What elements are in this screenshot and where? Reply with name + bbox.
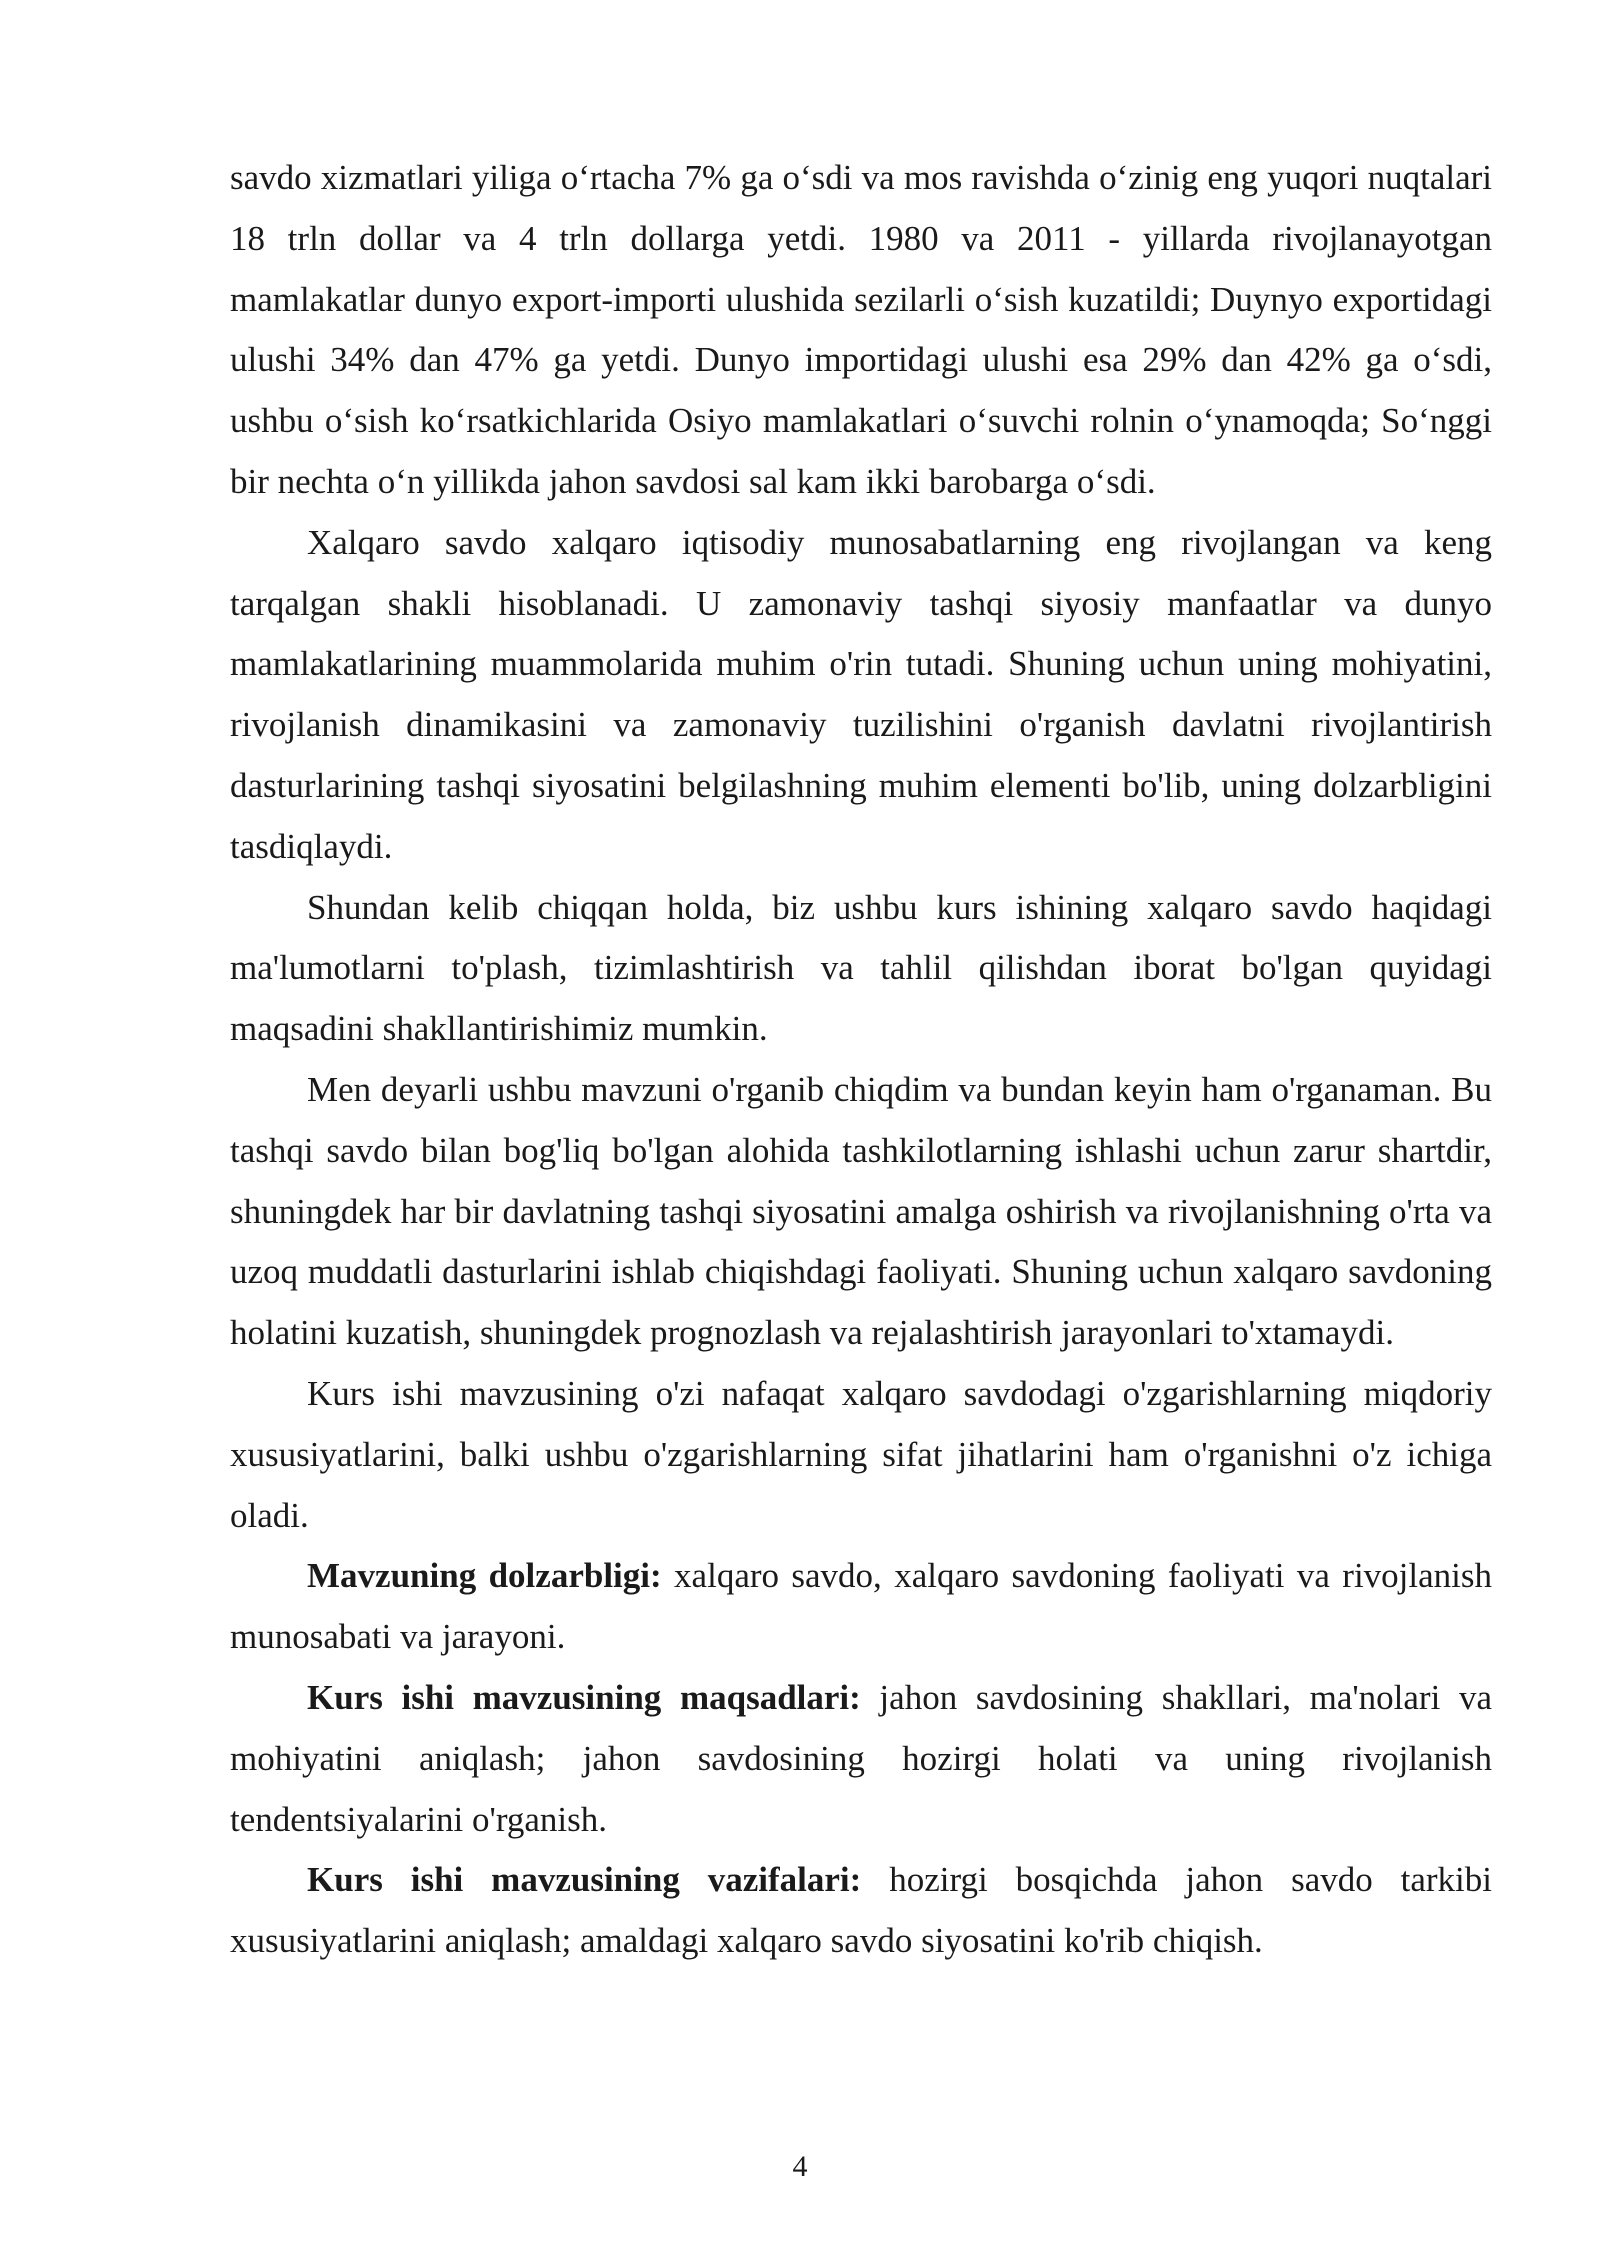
course-tasks-heading: Kurs ishi mavzusining vazifalari: bbox=[307, 1860, 862, 1900]
paragraph-3-text: Shundan kelib chiqqan holda, biz ushbu kurs ishining xalqaro savdo haqidagi ma'lumotlarni to'plash, tizimlashtirish va tahlil qilishdan iborat bo'lgan quyidagi maqsadini shakllantirishimiz mumkin. bbox=[230, 887, 1492, 1049]
topic-relevance-heading: Mavzuning dolzarbligi: bbox=[307, 1556, 662, 1596]
page-number: 4 bbox=[792, 2150, 808, 2183]
course-goals-heading: Kurs ishi mavzusining maqsadlari: bbox=[307, 1677, 861, 1717]
paragraph-5-text: Kurs ishi mavzusining o'zi nafaqat xalqaro savdodagi o'zgarishlarning miqdoriy xususiyatlarini, balki ushbu o'zgarishlarning sifat jihatlarini ham o'rganishni o'z ichiga oladi. bbox=[230, 1373, 1492, 1535]
paragraph-2 bbox=[230, 513, 1492, 878]
paragraph-course-goals bbox=[230, 1668, 1492, 1850]
paragraph-3 bbox=[230, 878, 1492, 1060]
paragraph-course-tasks bbox=[230, 1850, 1492, 1972]
course-tasks-text: hozirgi bosqichda jahon savdo tarkibi xususiyatlarini aniqlash; amaldagi xalqaro savdo siyosatini ko'rib chiqish. bbox=[230, 1860, 1492, 1961]
paragraph-4-text: Men deyarli ushbu mavzuni o'rganib chiqdim va bundan keyin ham o'rganaman. Bu tashqi savdo bilan bog'liq bo'lgan alohida tashkilotlarning ishlashi uchun zarur shartdir, shuningdek har bir davlatning tashqi siyosatini amalga oshirish va rivojlanishning o'rta va uzoq muddatli dasturlarini ishlab chiqishdagi faoliyati. Shuning uchun xalqaro savdoning holatini kuzatish, shuningdek prognozlash va rejalashtirish jarayonlari to'xtamaydi. bbox=[230, 1069, 1492, 1353]
document-body bbox=[230, 148, 1492, 1972]
topic-relevance-text: xalqaro savdo, xalqaro savdoning faoliyati va rivojlanish munosabati va jarayoni. bbox=[230, 1556, 1493, 1657]
paragraph-2-text: Xalqaro savdo xalqaro iqtisodiy munosabatlarning eng rivojlangan va keng tarqalgan shakli hisoblanadi. U zamonaviy tashqi siyosiy manfaatlar va dunyo mamlakatlarining muammolarida muhim o'rin tutadi. Shuning uchun uning mohiyatini, rivojlanish dinamikasini va zamonaviy tuzilishini o'rganish davlatni rivojlantirish dasturlarining tashqi siyosatini belgilashning muhim elementi bo'lib, uning dolzarbligini tasdiqlaydi. bbox=[230, 522, 1492, 866]
course-goals-text: jahon savdosining shakllari, ma'nolari va mohiyatini aniqlash; jahon savdosining hozirgi holati va uning rivojlanish tendentsiyalarini o'rganish. bbox=[230, 1677, 1492, 1839]
paragraph-topic-relevance bbox=[230, 1546, 1492, 1668]
paragraph-4 bbox=[230, 1060, 1492, 1364]
paragraph-5 bbox=[230, 1364, 1492, 1546]
paragraph-1-text: savdo xizmatlari yiliga o‘rtacha 7% ga o‘sdi va mos ravishda o‘zinig eng yuqori nuqtalari 18 trln dollar va 4 trln dollarga yetdi. 1980 va 2011 - yillarda rivojlanayotgan mamlakatlar dunyo export-importi ulushida sezilarli o‘sish kuzatildi; Duynyo exportidagi ulushi 34% dan 47% ga yetdi. Dunyo importidagi ulushi esa 29% dan 42% ga o‘sdi, ushbu o‘sish ko‘rsatkichlarida Osiyo mamlakatlari o‘suvchi rolnin o‘ynamoqda; So‘nggi bir nechta o‘n yillikda jahon savdosi sal kam ikki barobarga o‘sdi. bbox=[230, 158, 1492, 501]
paragraph-1 bbox=[230, 148, 1492, 513]
